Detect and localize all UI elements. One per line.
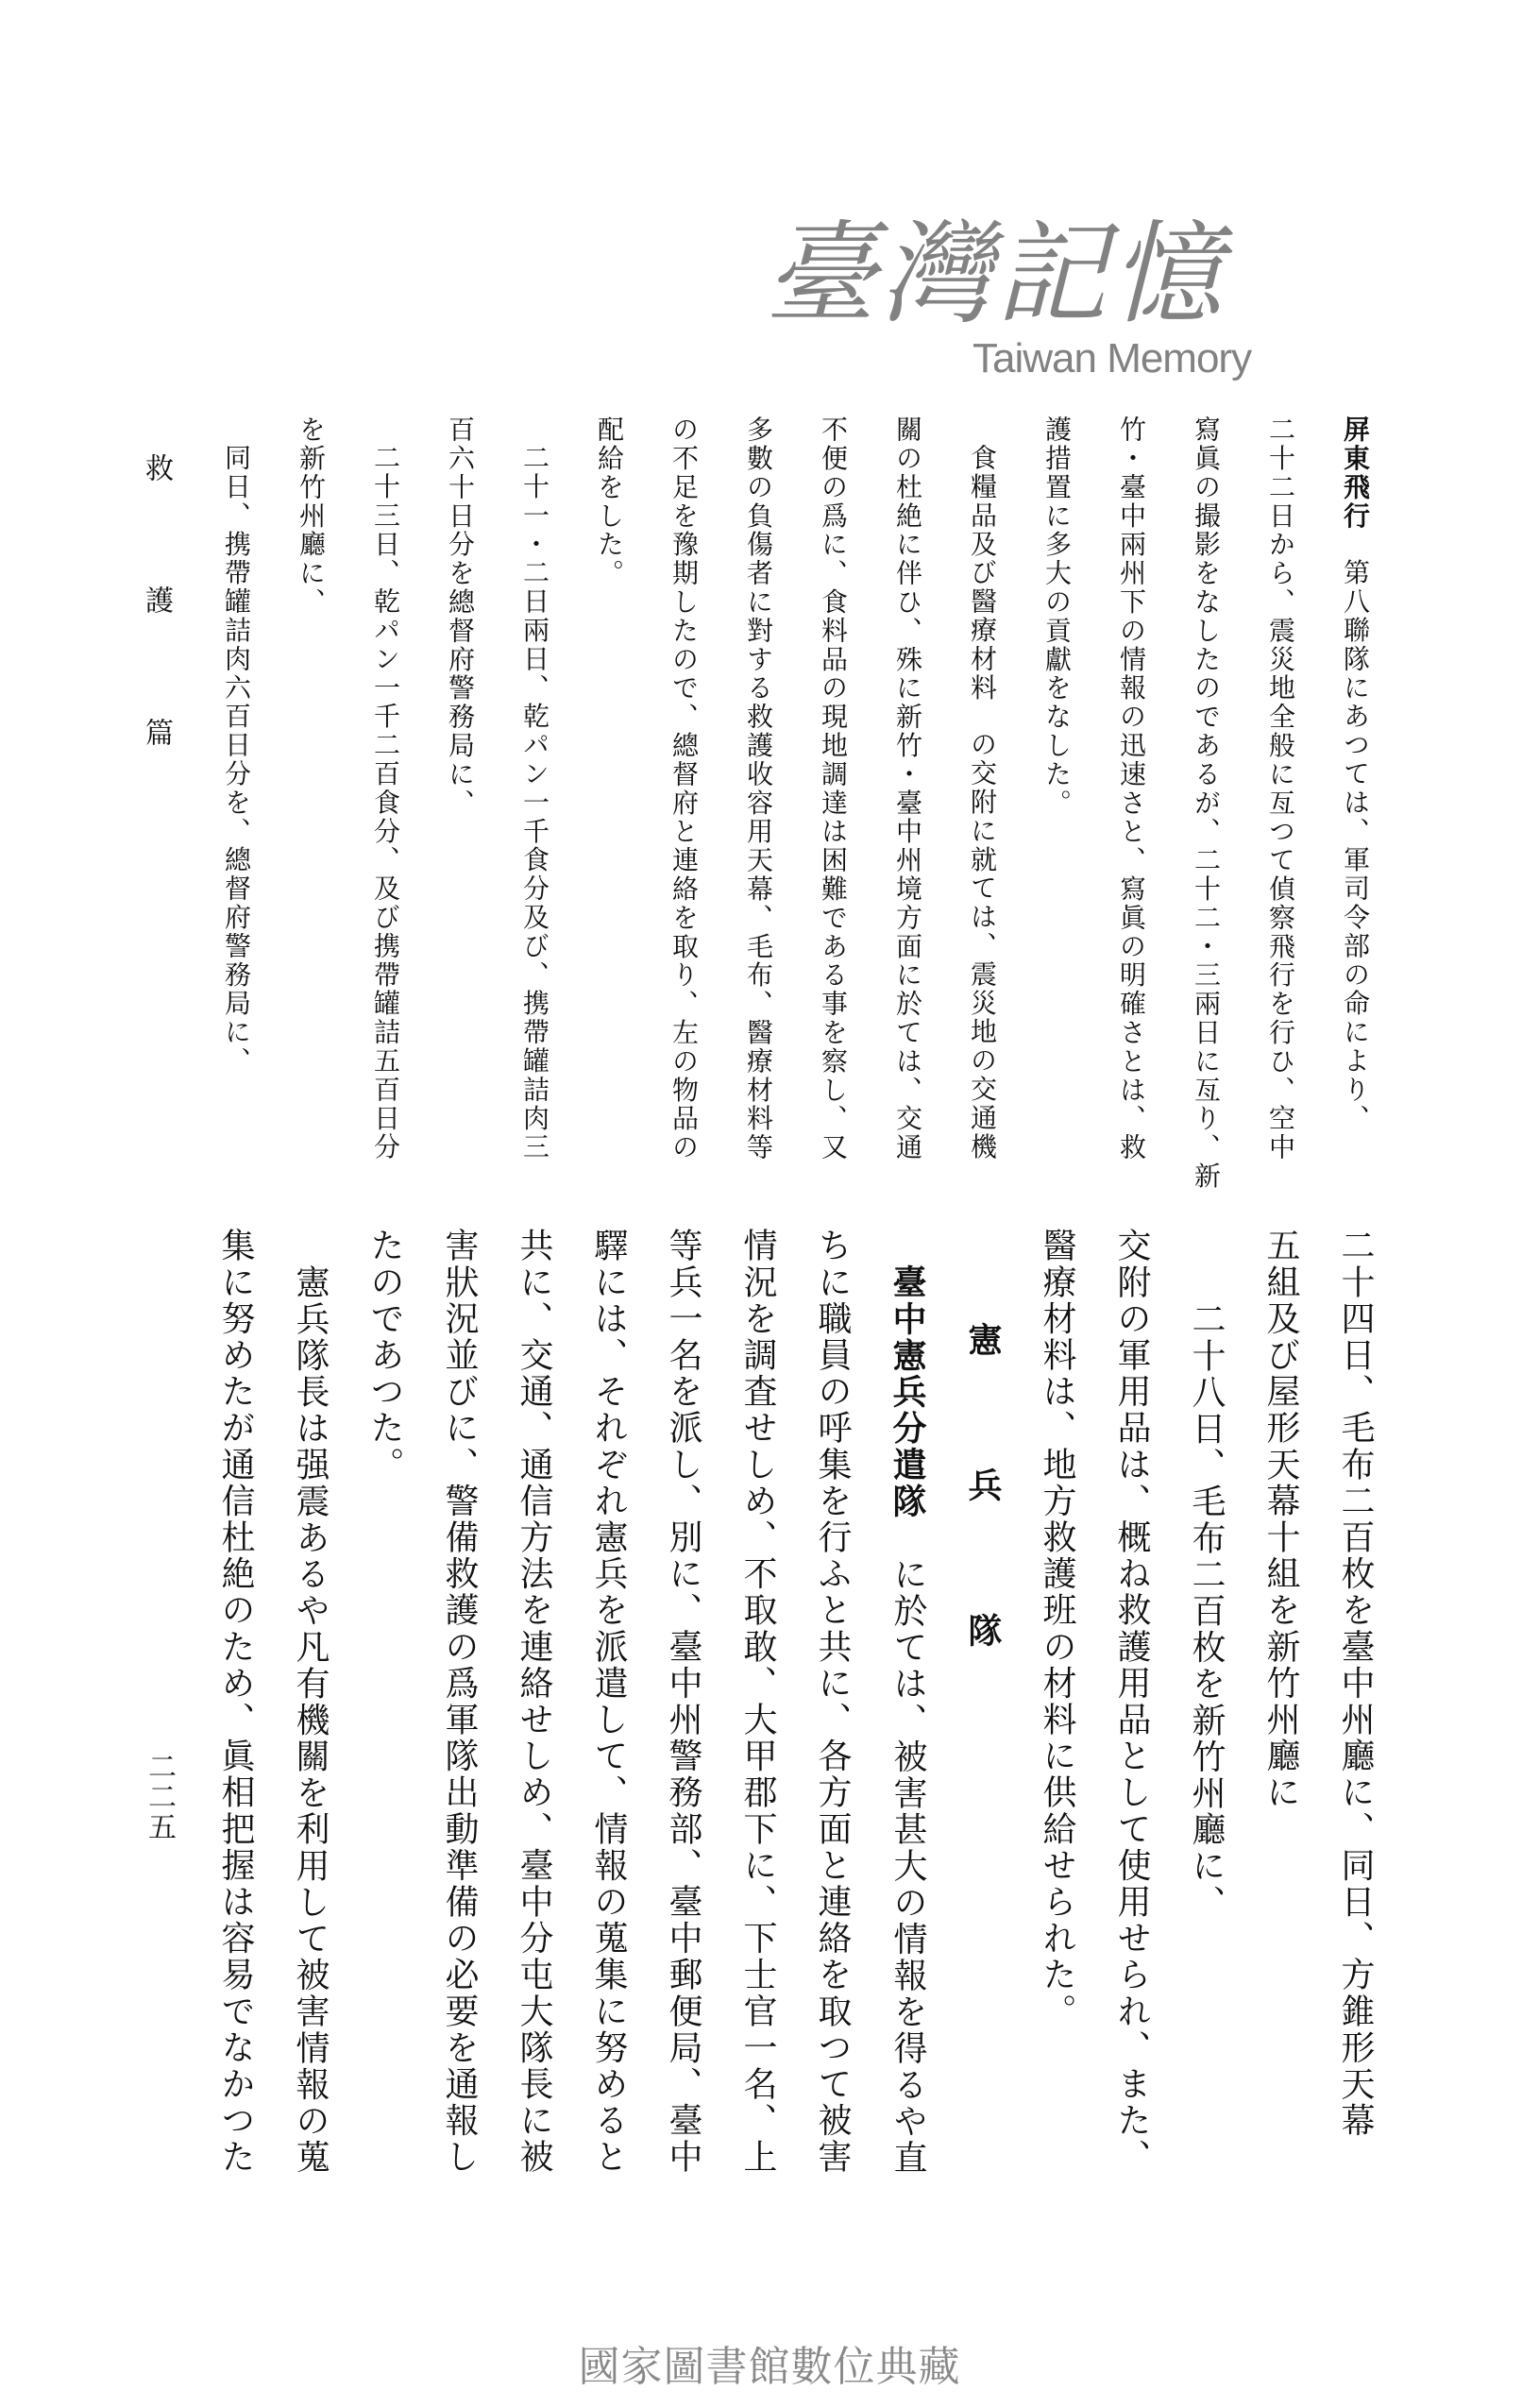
text-column: 集に努めたが通信杜絶のため、眞相把握は容易でなかつた	[216, 1228, 255, 2176]
text-column: たのであつた。	[365, 1228, 404, 1484]
text-column: 屏東飛行第八聯隊にあつては、軍司令部の命により、	[1340, 415, 1371, 1133]
text-column: 食糧品及び醫療材料の交附に就ては、震災地の交通機	[967, 444, 998, 1162]
page-number: 二二五	[143, 1752, 176, 1842]
text-column: 害狀況並びに、警備救護の爲軍隊出動準備の必要を通報し	[440, 1228, 479, 2176]
text-column: 二十三日、乾パン一千二百食分、及び携帶罐詰五百日分	[370, 444, 401, 1162]
text-column: 二十一・二日兩日、乾パン一千食分及び、携帶罐詰肉三	[519, 444, 550, 1162]
text-column: の不足を豫期したので、總督府と連絡を取り、左の物品の	[668, 415, 700, 1162]
text-column: 二十八日、毛布二百枚を新竹州廳に、	[1187, 1301, 1226, 1922]
taiwan-memory-watermark	[765, 209, 1256, 392]
text-column: 二十二日から、震災地全般に亙つて偵察飛行を行ひ、空中	[1265, 415, 1296, 1162]
text-column: ちに職員の呼集を行ふと共に、各方面と連絡を取つて被害	[813, 1228, 852, 2176]
text-column: 情況を調査せしめ、不取敢、大甲郡下に、下士官一名、上	[738, 1228, 777, 2176]
section-heading-pingtung-flight: 屏東飛行	[1340, 415, 1371, 531]
text-column: 二十四日、毛布二百枚を臺中州廳に、同日、方錐形天幕	[1336, 1228, 1375, 2139]
text-column: 醫療材料は、地方救護班の材料に供給せられた。	[1038, 1228, 1076, 2030]
library-footer: 國家圖書館數位典藏	[578, 2343, 961, 2391]
text-column: 竹・臺中兩州下の情報の迅速さと、寫眞の明確さとは、救	[1116, 415, 1147, 1162]
watermark-chinese: 臺灣記憶	[765, 209, 1226, 339]
text-column: 護措置に多大の貢獻をなした。	[1041, 415, 1073, 818]
text-column: 臺中憲兵分遣隊に於ては、被害甚大の情報を得るや直	[888, 1264, 927, 2177]
text-column: 等兵一名を派し、別に、臺中州警務部、臺中郵便局、臺中	[664, 1228, 702, 2176]
text-column: 同日、携帶罐詰肉六百日分を、總督府警務局に、	[221, 444, 252, 1076]
lower-text-tier	[189, 1228, 1393, 2181]
text-column: 驛には、それぞれ憲兵を派遣して、情報の蒐集に努めると	[589, 1228, 628, 2176]
text-column: を新竹州廳に、	[296, 415, 327, 617]
text-column: 關の杜絶に伴ひ、殊に新竹・臺中州境方面に於ては、交通	[892, 415, 923, 1162]
unit-heading: 臺中憲兵分遣隊	[888, 1264, 927, 1520]
running-head: 救護篇	[140, 453, 173, 850]
watermark-english: Taiwan Memory	[972, 335, 1252, 382]
text-column: 不便の爲に、食料品の現地調達は困難である事を察し、又	[818, 415, 849, 1162]
text-column: 憲兵隊長は强震あるや凡有機關を利用して被害情報の蒐	[291, 1264, 330, 2176]
text-column: 寫眞の撮影をなしたのであるが、二十二・三兩日に亙り、新	[1191, 415, 1222, 1191]
upper-text-tier	[189, 415, 1393, 1209]
text-column: 多數の負傷者に對する救護收容用天幕、毛布、醫療材料等	[743, 415, 774, 1162]
supply-label: 食糧品及び醫療材料	[967, 444, 998, 703]
text-column: 配給をした。	[594, 415, 625, 588]
text-column: 交附の軍用品は、概ね救護用品として使用せられ、また、	[1112, 1228, 1151, 2176]
section-heading-military-police: 憲兵隊	[963, 1322, 1003, 1758]
text-column: 五組及び屋形天幕十組を新竹州廳に	[1261, 1228, 1300, 1811]
text-column: 共に、交通、通信方法を連絡せしめ、臺中分屯大隊長に被	[515, 1228, 553, 2176]
text-column: 百六十日分を總督府警務局に、	[445, 415, 476, 818]
